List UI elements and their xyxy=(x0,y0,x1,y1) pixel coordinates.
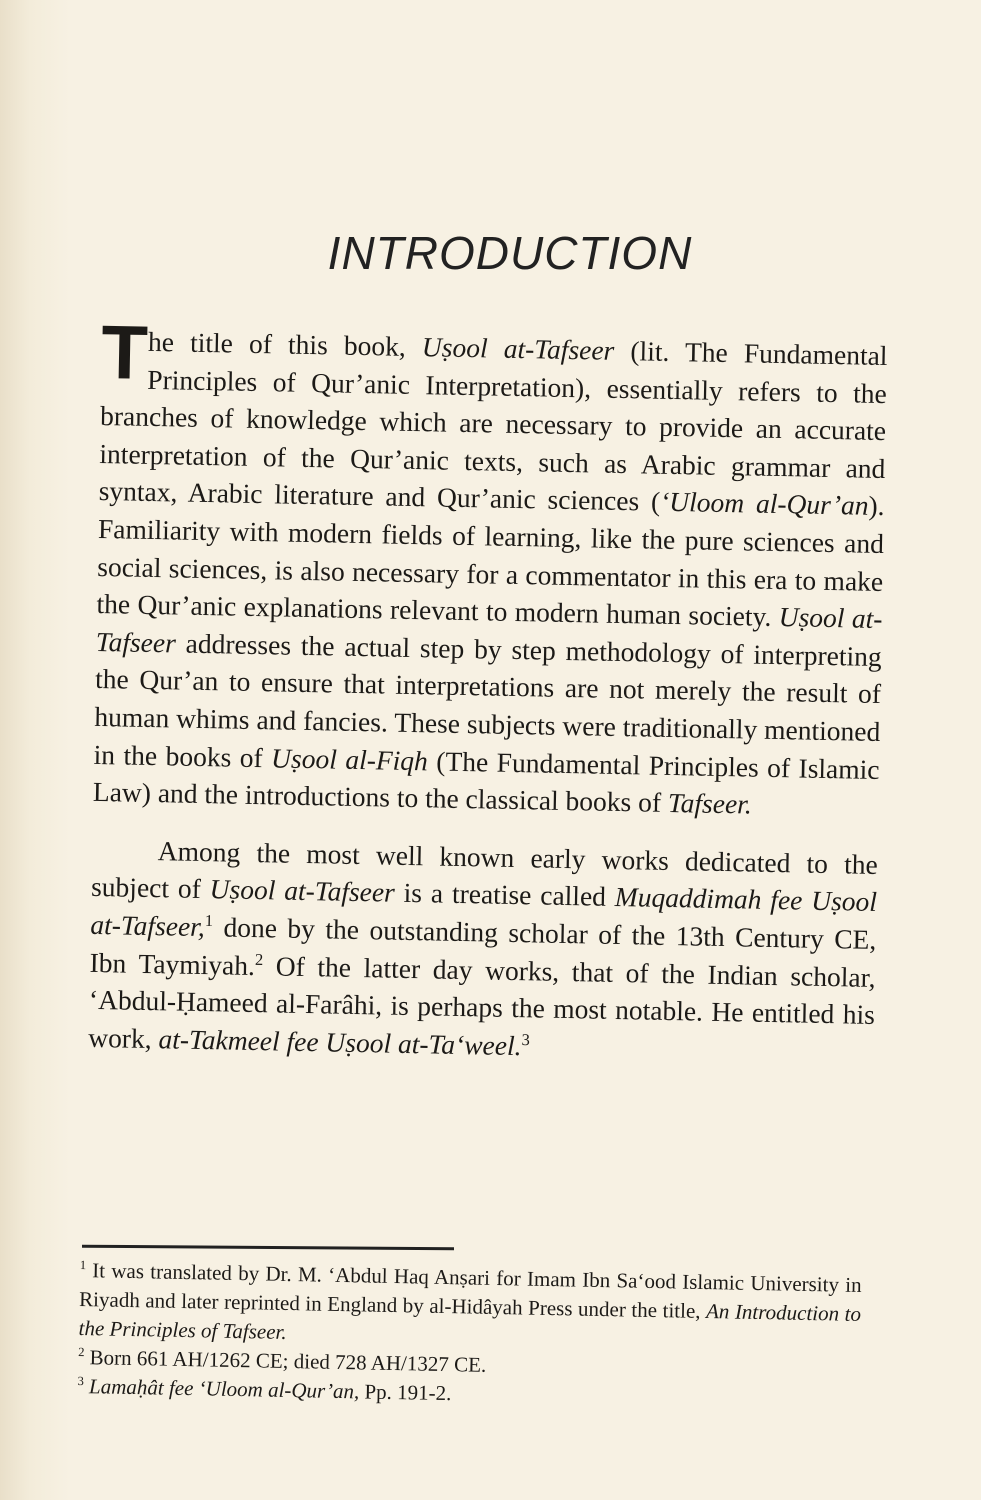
italic-title: Uṣool at-Tafseer xyxy=(95,601,883,659)
text-run: addresses the actual step by step methodology of interpreting the Qur’an to ensure that interpretations are not merely the result of human whims and fancies. These subjects were traditionally mentioned in the books of xyxy=(93,627,883,773)
text-run: Among the most well known early works dedicated to the subject of xyxy=(90,834,879,905)
footnote-ref-1[interactable]: 1 xyxy=(204,910,214,930)
footnote-text: Born 661 AH/1262 CE; died 728 AH/1327 CE. xyxy=(84,1345,487,1377)
footnote-text: Pp. 191-2. xyxy=(359,1379,452,1406)
footnote-number: 3 xyxy=(77,1373,85,1389)
chapter-title: INTRODUCTION xyxy=(327,227,693,279)
footnote-number: 1 xyxy=(79,1257,87,1273)
italic-term: ‘Uloom al-Qur’an xyxy=(659,486,869,522)
footnote-divider xyxy=(82,1245,454,1251)
paragraph-2 xyxy=(88,831,878,1072)
text-run: done by the outstanding scholar of the 13th Century CE, Ibn Taymiyah. xyxy=(89,911,877,981)
text-run: Of the latter day works, that of the Indian scholar, ‘Abdul-Ḥameed al-Farâhi, is perhaps the most notable. He entitled his work, xyxy=(87,949,876,1054)
footnote-italic: Lamaḥât fee ‘Uloom al-Qur’an, xyxy=(88,1374,360,1404)
italic-term: Tafseer. xyxy=(667,787,753,820)
text-run: he title of this book, xyxy=(147,325,423,363)
paragraph-1 xyxy=(92,310,888,826)
italic-title: Muqaddimah fee Uṣool at-Tafseer, xyxy=(90,881,878,942)
text-run: (lit. The Fundamental Principles of Qur’anic Interpretation), essentially refers to the branches of knowledge which are necessary to provide an accurate interpretation of the Qur’anic texts, such as Arabic grammar and syntax, Arabic literature and Qur’anic sciences ( xyxy=(98,334,888,518)
drop-cap: T xyxy=(100,310,149,396)
footnotes xyxy=(77,1256,862,1416)
footnote-italic: An Introduction to the Principles of Tafseer. xyxy=(78,1299,862,1344)
footnote-1 xyxy=(78,1256,862,1358)
footnote-ref-3[interactable]: 3 xyxy=(521,1029,531,1049)
text-run: is a treatise called xyxy=(394,877,616,913)
italic-term: Uṣool al-Fiqh xyxy=(270,741,429,776)
italic-title: Uṣool at-Tafseer xyxy=(421,331,615,366)
text-run: ). Familiarity with modern fields of learning, like the pure sciences and social sciences, is also necessary for a commentator in this era to make the Qur’anic explanations relevant to modern human society. xyxy=(96,490,885,633)
italic-title: Uṣool at-Tafseer xyxy=(209,873,396,909)
body-text xyxy=(87,310,888,1071)
text-run: (The Fundamental Principles of Islamic Law) and the introductions to the classical books of xyxy=(92,744,880,819)
footnote-ref-2[interactable]: 2 xyxy=(254,949,264,969)
footnote-text: It was translated by Dr. M. ‘Abdul Haq Anṣari for Imam Ibn Sa‘ood Islamic University in Riyadh and later reprinted in England by al-Hidâyah Press under the title, xyxy=(78,1258,862,1324)
italic-title: at-Takmeel fee Uṣool at-Ta‘weel. xyxy=(158,1022,522,1061)
footnote-number: 2 xyxy=(78,1344,85,1360)
